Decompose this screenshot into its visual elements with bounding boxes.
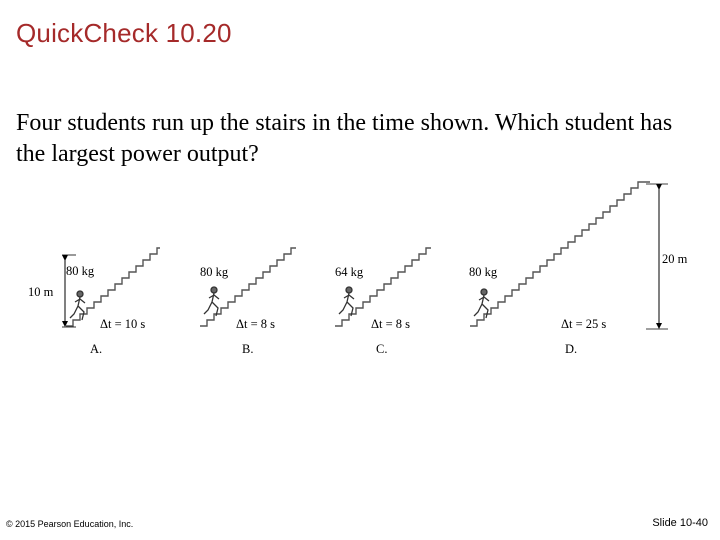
- mass-label-c: 64 kg: [335, 265, 364, 279]
- copyright-notice: © 2015 Pearson Education, Inc.: [6, 519, 134, 529]
- slide-number: Slide 10-40: [652, 517, 708, 529]
- runner-figure-b: [204, 287, 219, 316]
- question-text: Four students run up the stairs in the time shown. Which student has the largest power output?: [16, 110, 673, 167]
- slide-title: QuickCheck 10.20: [16, 18, 232, 48]
- option-label-a: A.: [90, 342, 103, 356]
- height-label-tall: 20 m: [662, 252, 688, 266]
- mass-label-b: 80 kg: [200, 265, 229, 279]
- time-label-c: Δt = 8 s: [371, 317, 411, 331]
- option-label-b: B.: [242, 342, 254, 356]
- option-label-c: C.: [376, 342, 388, 356]
- mass-label-a: 80 kg: [66, 264, 95, 278]
- time-label-a: Δt = 10 s: [100, 317, 146, 331]
- runner-figure-d: [474, 289, 489, 318]
- height-label-short: 10 m: [28, 285, 54, 299]
- time-label-b: Δt = 8 s: [236, 317, 276, 331]
- time-label-d: Δt = 25 s: [561, 317, 607, 331]
- staircase-d: [470, 182, 650, 326]
- runner-figure-c: [339, 287, 354, 316]
- staircase-a: [66, 248, 160, 326]
- runner-figure-a: [70, 291, 85, 320]
- mass-label-d: 80 kg: [469, 265, 498, 279]
- option-label-d: D.: [565, 342, 578, 356]
